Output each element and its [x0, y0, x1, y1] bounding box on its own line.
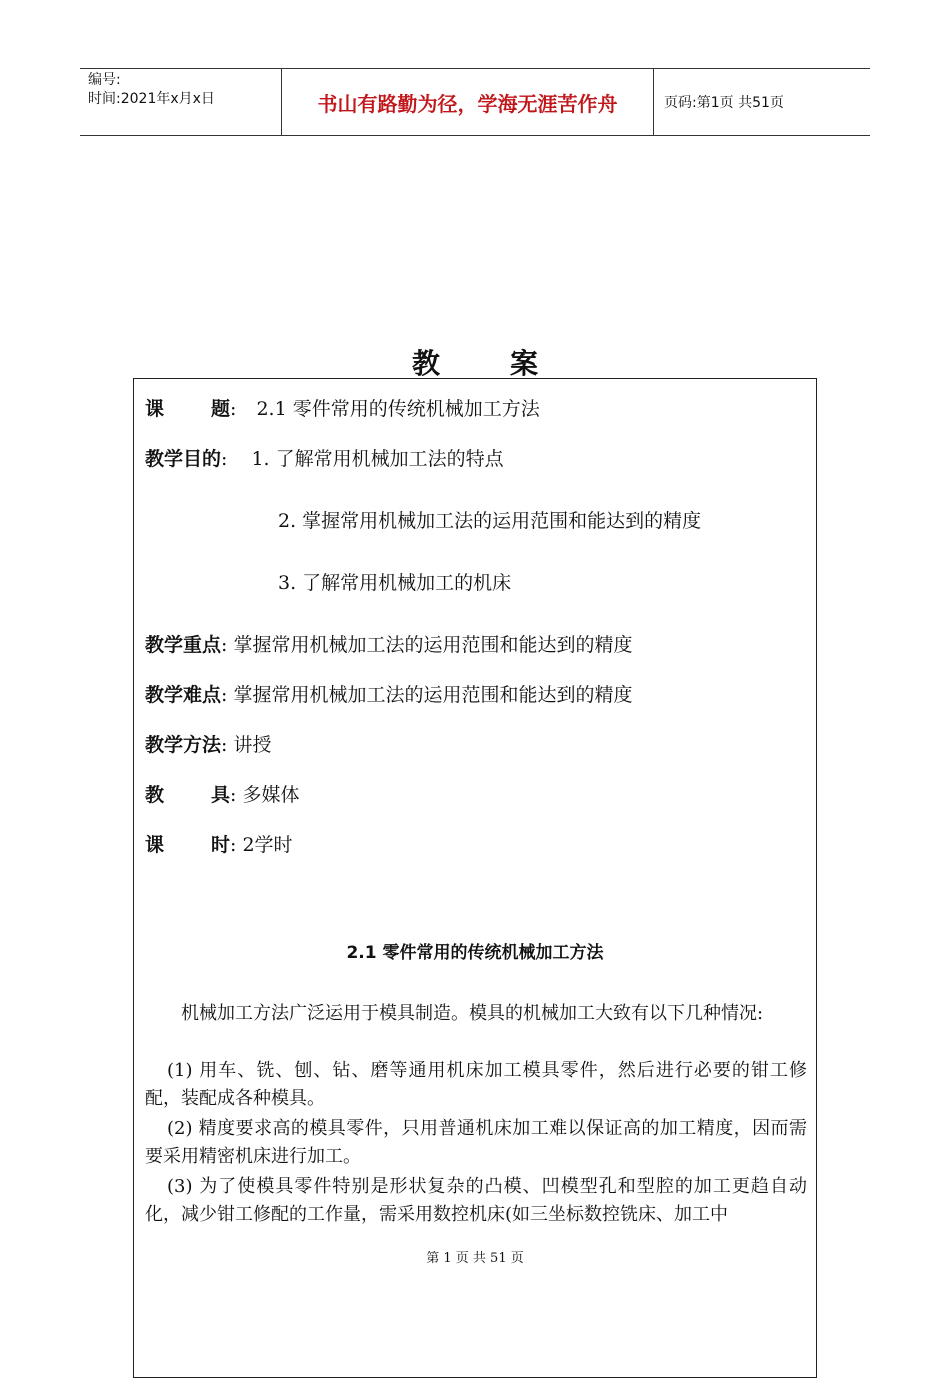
objective-1: 1. 了解常用机械加工法的特点	[251, 448, 504, 470]
header-meta	[80, 69, 282, 135]
method-row: 教学方法: 讲授	[145, 730, 271, 757]
objective-2: 2. 掌握常用机械加工法的运用范围和能达到的精度	[278, 510, 702, 532]
method-value: 讲授	[233, 734, 272, 756]
tools-label: 教 具	[145, 784, 231, 806]
item-2-paragraph: (2) 精度要求高的模具零件，只用普通机床加工难以保证高的加工精度，因而需要采用精密机床进行加工。	[145, 1118, 807, 1167]
item-3-paragraph: (3) 为了使模具零件特别是形状复杂的凸模、凹模型孔和型腔的加工更趋自动化，减少钳工修配的工作量，需采用数控机床(如三坐标数控铣床、加工中	[145, 1176, 807, 1225]
key-points-row: 教学重点: 掌握常用机械加工法的运用范围和能达到的精度	[145, 630, 632, 657]
section-heading: 2.1 零件常用的传统机械加工方法	[346, 943, 604, 963]
item-1-paragraph: (1) 用车、铣、刨、钻、磨等通用机床加工模具零件，然后进行必要的钳工修配，装配成各种模具。	[145, 1060, 807, 1109]
intro-paragraph: 机械加工方法广泛运用于模具制造。模具的机械加工大致有以下几种情况:	[181, 1003, 764, 1024]
difficulties-label: 教学难点	[145, 684, 222, 706]
tools-row: 教 具: 多媒体	[145, 780, 299, 807]
number-label: 编号:	[88, 72, 121, 88]
key-points-label: 教学重点	[145, 634, 222, 656]
topic-row: 课 题: 2.1 零件常用的传统机械加工方法	[145, 394, 540, 421]
objectives-row: 教学目的: 1. 了解常用机械加工法的特点	[145, 444, 504, 471]
header-page-info: 页码:第1页 共51页	[664, 95, 784, 111]
objectives-label: 教学目的	[145, 448, 222, 470]
date-label: 时间:2021年x月x日	[88, 91, 215, 107]
objective-3: 3. 了解常用机械加工的机床	[278, 572, 512, 594]
page-header	[80, 68, 870, 136]
difficulties-row: 教学难点: 掌握常用机械加工法的运用范围和能达到的精度	[145, 680, 632, 707]
page-footer: 第 1 页 共 51 页	[426, 1251, 524, 1266]
title-char-2: 案	[510, 347, 539, 380]
title-char-1: 教	[411, 347, 440, 380]
difficulties-value: 掌握常用机械加工法的运用范围和能达到的精度	[233, 684, 633, 706]
method-label: 教学方法	[145, 734, 222, 756]
key-points-value: 掌握常用机械加工法的运用范围和能达到的精度	[233, 634, 633, 656]
hours-label: 课 时	[145, 834, 231, 856]
hours-row: 课 时: 2学时	[145, 830, 293, 857]
topic-value: 2.1 零件常用的传统机械加工方法	[256, 398, 540, 420]
topic-label: 课 题	[145, 398, 231, 420]
tools-value: 多媒体	[242, 784, 300, 806]
header-motto: 书山有路勤为径，学海无涯苦作舟	[282, 69, 654, 135]
document-title	[0, 342, 950, 382]
hours-value: 2学时	[242, 834, 293, 856]
